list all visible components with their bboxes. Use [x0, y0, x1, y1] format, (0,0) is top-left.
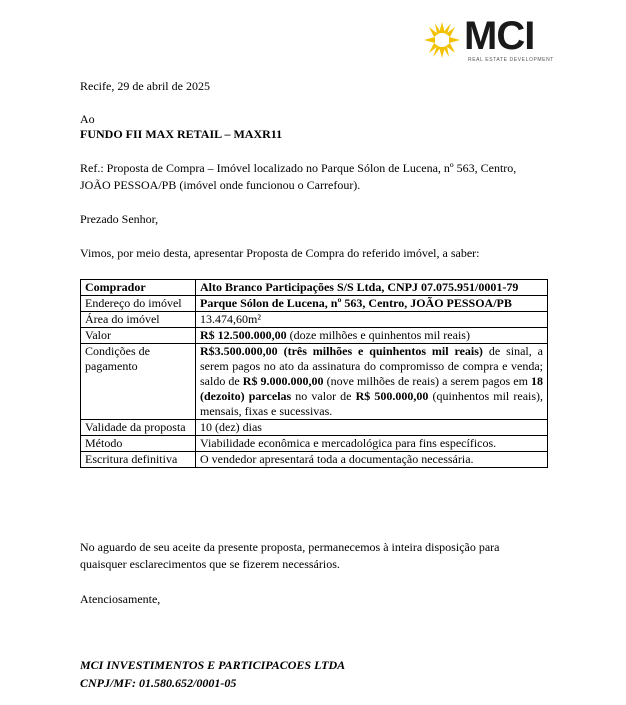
- table-row: [81, 312, 548, 328]
- payment-installments: 18 (dezoito) parcelas: [200, 374, 543, 403]
- place-date: Recife, 29 de abril de 2025: [80, 79, 210, 93]
- proposal-table: [80, 279, 548, 468]
- closing-line-1: No aguardo de seu aceite da presente proposta, permanecemos à inteira disposição para: [80, 540, 500, 554]
- company-cnpj: CNPJ/MF: 01.580.652/0001-05: [80, 676, 237, 690]
- value-amount: R$ 12.500.000,00: [200, 328, 287, 342]
- intro-paragraph: Vimos, por meio desta, apresentar Proposta de Compra do referido imóvel, a saber:: [80, 246, 480, 260]
- table-row: [81, 296, 548, 312]
- logo-wordmark: MCI: [464, 14, 535, 58]
- area-value: 13.474,60m²: [196, 312, 548, 328]
- payment-text-4: (quinhentos mil reais), mensais, fixas e sucessivas.: [200, 389, 544, 418]
- to-line: Ao: [80, 112, 95, 126]
- buyer-label: Comprador: [81, 280, 196, 296]
- company-logo: [422, 14, 572, 66]
- company-name: MCI INVESTIMENTOS E PARTICIPACOES LTDA: [80, 658, 346, 672]
- logo-tagline: REAL ESTATE DEVELOPMENT: [468, 57, 554, 63]
- recipient: FUNDO FII MAX RETAIL – MAXR11: [80, 127, 283, 141]
- value-label: Valor: [81, 328, 196, 344]
- table-row: [81, 280, 548, 296]
- address-value: Parque Sólon de Lucena, nº 563, Centro, JOÃO PESSOA/PB: [196, 296, 548, 312]
- deed-value: O vendedor apresentará toda a documentação necessária.: [196, 452, 548, 468]
- address-label: Endereço do imóvel: [81, 296, 196, 312]
- validity-value: 10 (dez) dias: [196, 420, 548, 436]
- value-words: (doze milhões e quinhentos mil reais): [286, 328, 470, 342]
- buyer-value: Alto Branco Participações S/S Ltda, CNPJ 07.075.951/0001-79: [196, 280, 548, 296]
- closing-line-2: quaisquer esclarecimentos que se fizerem necessários.: [80, 557, 340, 571]
- table-row: [81, 420, 548, 436]
- method-label: Método: [81, 436, 196, 452]
- payment-label: Condições de pagamento: [81, 344, 196, 420]
- table-row: [81, 344, 548, 420]
- validity-label: Validade da proposta: [81, 420, 196, 436]
- sunburst-icon: [422, 18, 462, 62]
- ref-line-2: JOÃO PESSOA/PB (imóvel onde funcionou o Carrefour).: [80, 178, 361, 192]
- ref-line-1: Ref.: Proposta de Compra – Imóvel localizado no Parque Sólon de Lucena, nº 563, Centro,: [80, 161, 517, 175]
- table-row: [81, 436, 548, 452]
- payment-balance-amount: R$ 9.000.000,00: [242, 374, 324, 388]
- sign-off: Atenciosamente,: [80, 592, 161, 606]
- payment-text-2: (nove milhões de reais) a serem pagos em: [323, 374, 531, 388]
- deed-label: Escritura definitiva: [81, 452, 196, 468]
- salutation: Prezado Senhor,: [80, 212, 159, 226]
- payment-text-1: de sinal, a serem pagos no ato da assinatura do compromisso de compra e venda; saldo de: [200, 344, 543, 388]
- payment-installment-amount: R$ 500.000,00: [355, 389, 429, 403]
- payment-down-amount: R$3.500.000,00 (três milhões e quinhentos mil reais): [200, 344, 483, 358]
- area-label: Área do imóvel: [81, 312, 196, 328]
- table-row: [81, 452, 548, 468]
- method-value: Viabilidade econômica e mercadológica para fins específicos.: [196, 436, 548, 452]
- payment-terms: [196, 344, 548, 420]
- value-cell: [196, 328, 548, 344]
- table-row: [81, 328, 548, 344]
- payment-text-3: no valor de: [291, 389, 356, 403]
